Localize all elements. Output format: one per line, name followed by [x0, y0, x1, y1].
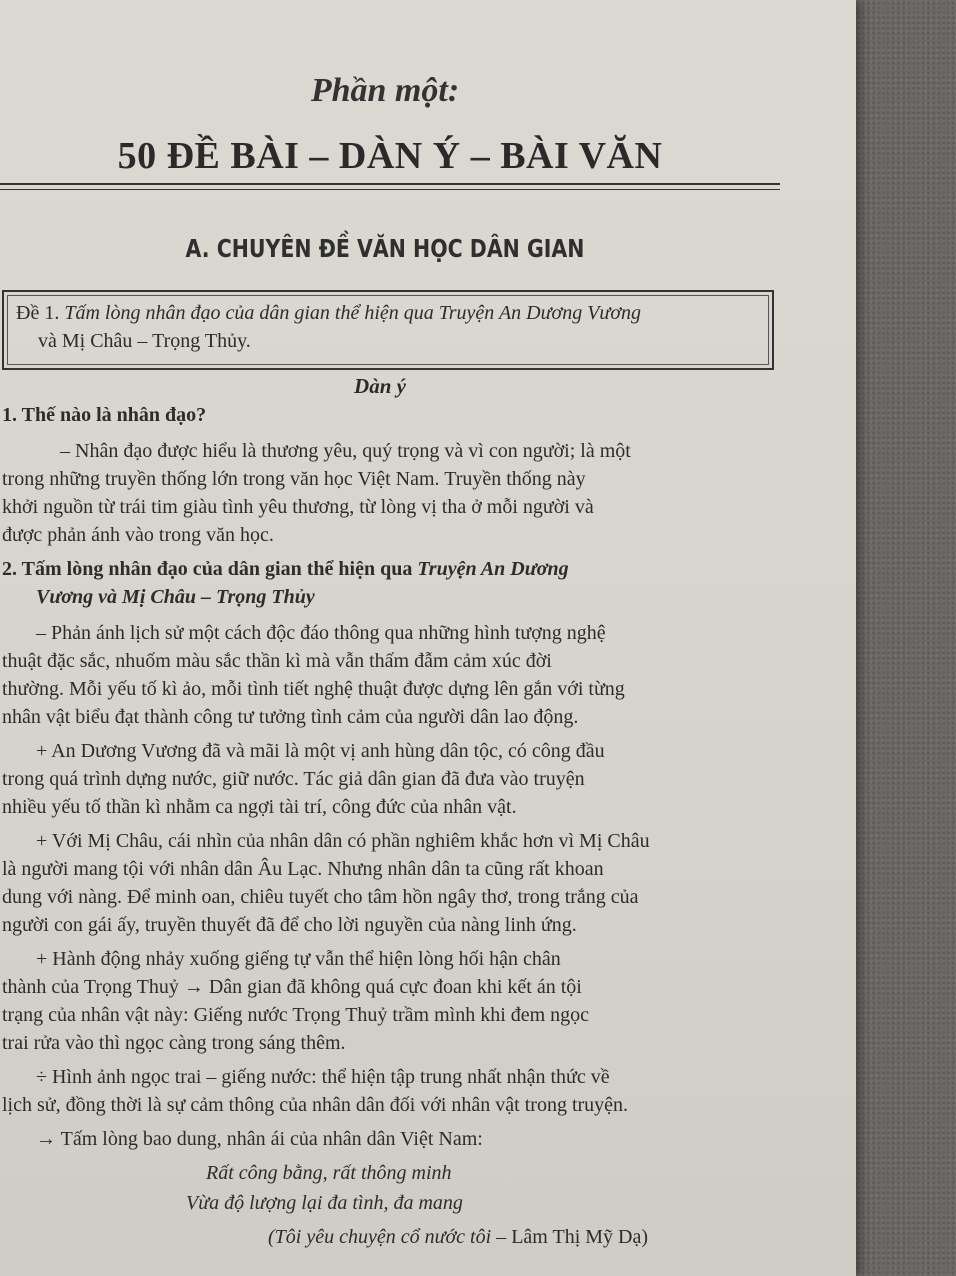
p2-line-4: nhân vật biểu đạt thành công tư tưởng tình cảm của người dân lao động. [2, 706, 579, 728]
title-rule-thick [0, 183, 780, 185]
heading-2 [2, 558, 569, 581]
topic-text-2: và Mị Châu – Trọng Thủy. [38, 330, 251, 352]
p4-line-3: dung với nàng. Để minh oan, chiêu tuyết cho tâm hồn ngây thơ, trong trắng của [2, 886, 639, 908]
section-title: A. CHUYÊN ĐỀ VĂN HỌC DÂN GIAN [185, 234, 585, 263]
p1-line-1: – Nhân đạo được hiểu là thương yêu, quý trọng và vì con người; là một [60, 440, 631, 462]
p2-line-1: – Phản ánh lịch sử một cách độc đáo thông qua những hình tượng nghệ [36, 622, 606, 644]
p4-line-1: + Với Mị Châu, cái nhìn của nhân dân có phần nghiêm khắc hơn vì Mị Châu [36, 830, 650, 852]
topic-line-1 [16, 302, 641, 325]
topic-line-2 [38, 330, 251, 353]
p1-line-2: trong những truyền thống lớn trong văn học Việt Nam. Truyền thống này [2, 468, 586, 490]
p4-line-2: là người mang tội với nhân dân Âu Lạc. Nhưng nhân dân ta cũng rất khoan [2, 858, 604, 880]
p2-line-3: thường. Mỗi yếu tố kì ảo, mỗi tình tiết nghệ thuật được dựng lên gắn với từng [2, 678, 625, 700]
heading-2-c: Vương và Mị Châu – Trọng Thủy [36, 586, 315, 608]
citation [268, 1226, 648, 1249]
heading-1: 1. Thế nào là nhân đạo? [2, 404, 207, 426]
p6-line-1: ÷ Hình ảnh ngọc trai – giếng nước: thể hiện tập trung nhất nhận thức về [36, 1066, 610, 1088]
topic-label: Đề 1. [16, 302, 60, 324]
p5-line-1: + Hành động nhảy xuống giếng tự vẫn thể hiện lòng hối hận chân [36, 948, 561, 970]
main-title: 50 ĐỀ BÀI – DÀN Ý – BÀI VĂN [117, 135, 663, 177]
poem-line-2: Vừa độ lượng lại đa tình, đa mang [186, 1192, 463, 1214]
p5-line-3: trạng của nhân vật này: Giếng nước Trọng Thuỷ trầm mình khi đem ngọc [2, 1004, 590, 1026]
citation-author: – Lâm Thị Mỹ Dạ) [491, 1226, 649, 1248]
p6-line-2: lịch sử, đồng thời là sự cảm thông của nhân dân đối với nhân vật trong truyện. [2, 1094, 629, 1116]
topic-text-1: Tấm lòng nhân đạo của dân gian thể hiện qua Truyện An Dương Vương [64, 302, 641, 324]
p2-line-2: thuật đặc sắc, nhuốm màu sắc thần kì mà vẫn thấm đẫm cảm xúc đời [2, 650, 552, 672]
citation-title: (Tôi yêu chuyện cổ nước tôi [268, 1226, 492, 1248]
p3-line-3: nhiều yếu tố thần kì nhằm ca ngợi tài trí, công đức của nhân vật. [2, 796, 517, 818]
p7-line: → Tấm lòng bao dung, nhân ái của nhân dân Việt Nam: [36, 1128, 483, 1150]
p3-line-2: trong quá trình dựng nước, giữ nước. Tác giả dân gian đã đưa vào truyện [2, 768, 585, 790]
heading-2-a: 2. Tấm lòng nhân đạo của dân gian thể hiện qua [2, 558, 413, 580]
heading-2-b: Truyện An Dương [417, 558, 569, 580]
outline-heading: Dàn ý [354, 374, 406, 398]
p1-line-4: được phản ánh vào trong văn học. [2, 524, 274, 546]
p3-line-1: + An Dương Vương đã và mãi là một vị anh hùng dân tộc, có công đầu [36, 740, 605, 762]
p4-line-4: người con gái ấy, truyền thuyết đã để cho lời nguyền của nàng linh ứng. [2, 914, 577, 936]
p1-line-3: khởi nguồn từ trái tim giàu tình yêu thương, từ lòng vị tha ở mỗi người và [2, 496, 594, 518]
p5-line-2: thành của Trọng Thuỷ → Dân gian đã không quá cực đoan khi kết án tội [2, 976, 582, 998]
title-rule-thin [0, 189, 780, 190]
p5-line-4: trai rửa vào thì ngọc càng trong sáng thêm. [2, 1032, 346, 1054]
part-title: Phần một: [310, 72, 460, 109]
poem-line-1: Rất công bằng, rất thông minh [206, 1162, 452, 1184]
